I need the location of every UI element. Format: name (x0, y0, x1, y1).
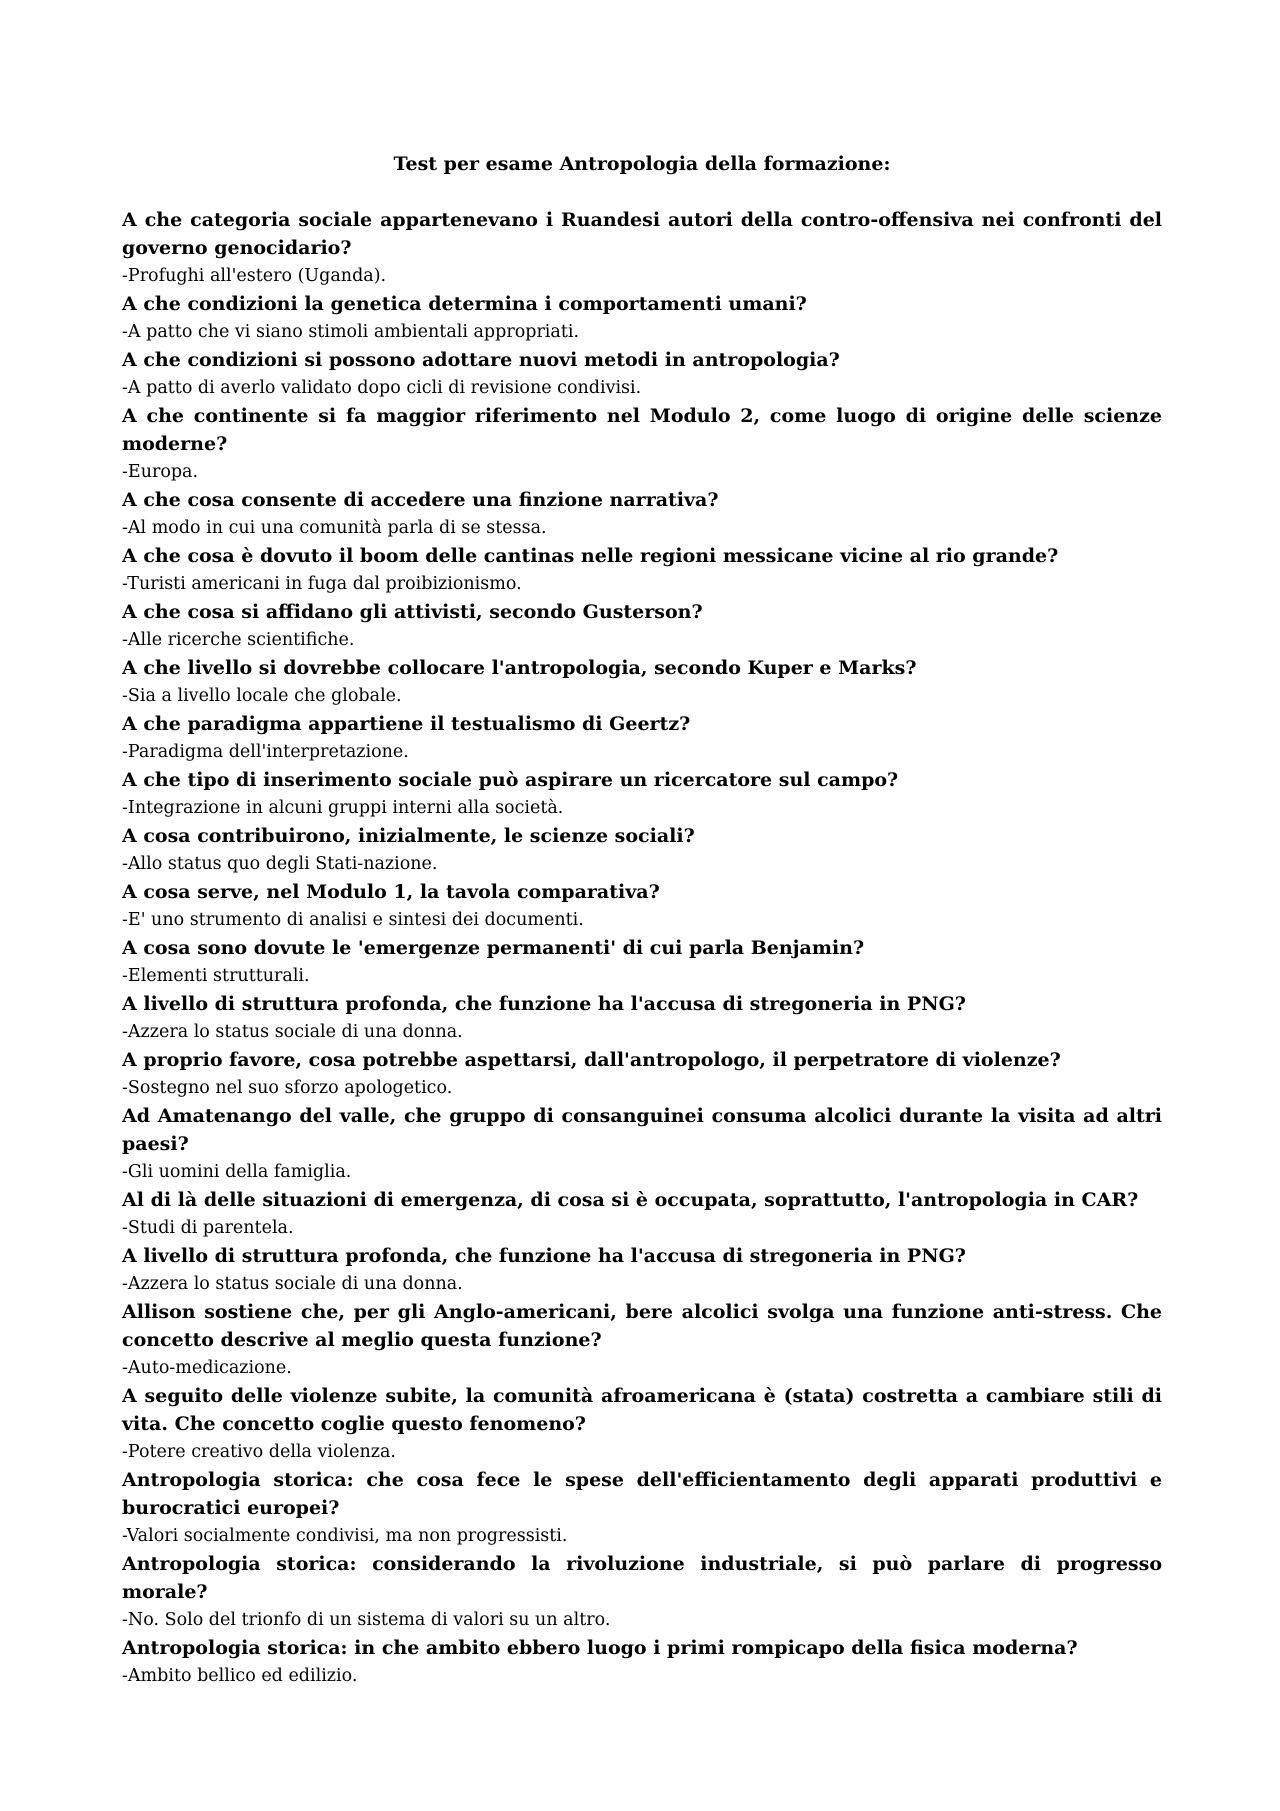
qa-item (122, 1186, 1162, 1242)
answer-text: -Auto-medicazione. (122, 1358, 292, 1378)
answer-text: -Allo status quo degli Stati-nazione. (122, 854, 438, 874)
answer-text: -Ambito bellico ed edilizio. (122, 1666, 358, 1686)
question-text: A che cosa consente di accedere una finzione narrativa? (122, 489, 719, 511)
qa-item (122, 1550, 1162, 1634)
question-text: A che cosa è dovuto il boom delle cantinas nelle regioni messicane vicine al rio grande? (122, 545, 1059, 567)
qa-item (122, 1298, 1162, 1382)
answer-text: -Studi di parentela. (122, 1218, 294, 1238)
qa-item (122, 1242, 1162, 1298)
question-text: A livello di struttura profonda, che funzione ha l'accusa di stregoneria in PNG? (122, 1245, 966, 1267)
question-text: Antropologia storica: considerando la rivoluzione industriale, si può parlare di progresso morale? (122, 1553, 1162, 1603)
document-page (122, 150, 1162, 1690)
qa-item (122, 542, 1162, 598)
answer-text: -Profughi all'estero (Uganda). (122, 266, 387, 286)
question-text: Al di là delle situazioni di emergenza, di cosa si è occupata, soprattutto, l'antropologia in CAR? (122, 1189, 1139, 1211)
answer-text: -Sia a livello locale che globale. (122, 686, 402, 706)
answer-text: -Alle ricerche scientifiche. (122, 630, 355, 650)
answer-text: -A patto che vi siano stimoli ambientali appropriati. (122, 322, 580, 342)
qa-item (122, 710, 1162, 766)
qa-item (122, 990, 1162, 1046)
question-text: A seguito delle violenze subite, la comunità afroamericana è (stata) costretta a cambiare stili di vita. Che concetto coglie questo fenomeno? (122, 1385, 1162, 1435)
answer-text: -A patto di averlo validato dopo cicli di revisione condivisi. (122, 378, 642, 398)
question-text: A cosa serve, nel Modulo 1, la tavola comparativa? (122, 881, 660, 903)
answer-text: -Gli uomini della famiglia. (122, 1162, 352, 1182)
qa-item (122, 1634, 1162, 1690)
qa-item (122, 1046, 1162, 1102)
answer-text: -Azzera lo status sociale di una donna. (122, 1274, 463, 1294)
answer-text: -Elementi strutturali. (122, 966, 310, 986)
qa-item (122, 1382, 1162, 1466)
question-text: A che continente si fa maggior riferimento nel Modulo 2, come luogo di origine delle scienze moderne? (122, 405, 1162, 455)
question-text: A proprio favore, cosa potrebbe aspettarsi, dall'antropologo, il perpetratore di violenze? (122, 1049, 1061, 1071)
answer-text: -Europa. (122, 462, 199, 482)
qa-item (122, 290, 1162, 346)
question-text: A che livello si dovrebbe collocare l'antropologia, secondo Kuper e Marks? (122, 657, 917, 679)
qa-item (122, 1102, 1162, 1186)
question-text: Antropologia storica: in che ambito ebbero luogo i primi rompicapo della fisica moderna? (122, 1637, 1078, 1659)
answer-text: -No. Solo del trionfo di un sistema di valori su un altro. (122, 1610, 611, 1630)
qa-item (122, 878, 1162, 934)
question-text: A che cosa si affidano gli attivisti, secondo Gusterson? (122, 601, 703, 623)
qa-item (122, 346, 1162, 402)
question-text: A cosa contribuirono, inizialmente, le scienze sociali? (122, 825, 695, 847)
question-answer-list (122, 206, 1162, 1690)
qa-item (122, 206, 1162, 290)
answer-text: -Azzera lo status sociale di una donna. (122, 1022, 463, 1042)
question-text: A cosa sono dovute le 'emergenze permanenti' di cui parla Benjamin? (122, 937, 865, 959)
answer-text: -Paradigma dell'interpretazione. (122, 742, 409, 762)
answer-text: -Valori socialmente condivisi, ma non progressisti. (122, 1526, 568, 1546)
question-text: Allison sostiene che, per gli Anglo-americani, bere alcolici svolga una funzione anti-stress. Che concetto descrive al meglio questa funzione? (122, 1301, 1162, 1351)
qa-item (122, 402, 1162, 486)
qa-item (122, 598, 1162, 654)
qa-item (122, 822, 1162, 878)
qa-item (122, 486, 1162, 542)
question-text: A che tipo di inserimento sociale può aspirare un ricercatore sul campo? (122, 769, 899, 791)
question-text: A che paradigma appartiene il testualismo di Geertz? (122, 713, 691, 735)
question-text: A livello di struttura profonda, che funzione ha l'accusa di stregoneria in PNG? (122, 993, 966, 1015)
question-text: Ad Amatenango del valle, che gruppo di consanguinei consuma alcolici durante la visita ad altri paesi? (122, 1105, 1162, 1155)
answer-text: -Sostegno nel suo sforzo apologetico. (122, 1078, 453, 1098)
answer-text: -E' uno strumento di analisi e sintesi dei documenti. (122, 910, 584, 930)
qa-item (122, 1466, 1162, 1550)
qa-item (122, 934, 1162, 990)
question-text: A che condizioni si possono adottare nuovi metodi in antropologia? (122, 349, 840, 371)
answer-text: -Al modo in cui una comunità parla di se stessa. (122, 518, 547, 538)
answer-text: -Integrazione in alcuni gruppi interni alla società. (122, 798, 564, 818)
question-text: Antropologia storica: che cosa fece le spese dell'efficientamento degli apparati produttivi e burocratici europei? (122, 1469, 1162, 1519)
answer-text: -Turisti americani in fuga dal proibizionismo. (122, 574, 522, 594)
document-title: Test per esame Antropologia della formazione: (393, 153, 891, 175)
answer-text: -Potere creativo della violenza. (122, 1442, 396, 1462)
question-text: A che categoria sociale appartenevano i Ruandesi autori della contro-offensiva nei confronti del governo genocidario? (122, 209, 1162, 259)
qa-item (122, 766, 1162, 822)
qa-item (122, 654, 1162, 710)
question-text: A che condizioni la genetica determina i comportamenti umani? (122, 293, 807, 315)
